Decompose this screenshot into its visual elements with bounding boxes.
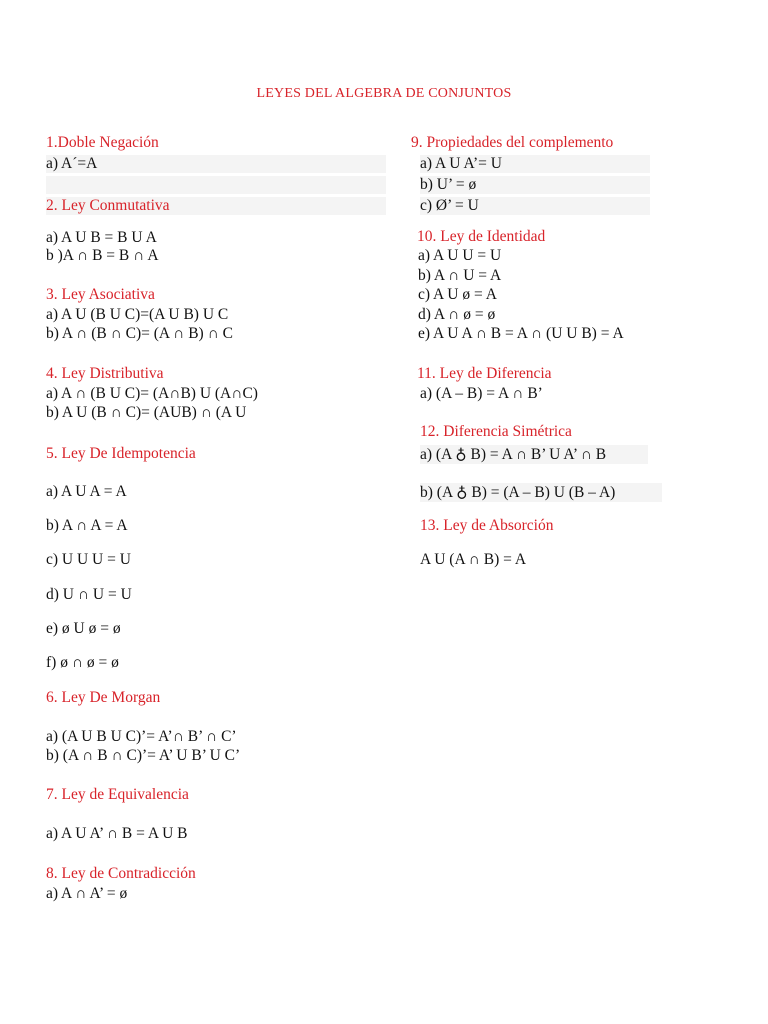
law-line: d) A ∩ ø = ø	[418, 306, 496, 323]
section-heading-distributiva: 4. Ley Distributiva	[46, 365, 164, 382]
law-line: f) ø ∩ ø = ø	[46, 654, 119, 671]
law-line: b) A ∩ A = A	[46, 517, 128, 534]
section-heading-diferencia: 11. Ley de Diferencia	[417, 365, 552, 382]
law-line: a) A U A’ ∩ B = A U B	[46, 825, 188, 842]
law-line: e) A U A ∩ B = A ∩ (U U B) = A	[418, 325, 624, 342]
law-line: b) A ∩ U = A	[418, 267, 502, 284]
law-line: b) A U (B ∩ C)= (AUB) ∩ (A U	[46, 404, 247, 421]
law-line: c) A U ø = A	[418, 286, 497, 303]
law-line: b) U’ = ø	[420, 176, 650, 194]
section-heading-absorcion: 13. Ley de Absorción	[420, 517, 554, 534]
section-heading-idempotencia: 5. Ley De Idempotencia	[46, 445, 196, 462]
law-line: a) (A – B) = A ∩ B’	[420, 385, 543, 402]
law-line: a) A ∩ A’ = ø	[46, 885, 128, 902]
section-heading-asociativa: 3. Ley Asociativa	[46, 286, 155, 303]
law-line: a) A U A = A	[46, 483, 127, 500]
section-heading-diferencia-simetrica: 12. Diferencia Simétrica	[420, 423, 572, 440]
law-line: c) Ø’ = U	[420, 197, 650, 215]
law-line: d) U ∩ U = U	[46, 586, 132, 603]
page-title: LEYES DEL ALGEBRA DE CONJUNTOS	[256, 86, 512, 101]
law-line: b )A ∩ B = B ∩ A	[46, 247, 159, 264]
shaded-row	[46, 176, 386, 194]
law-line: a) A U A’= U	[420, 155, 650, 173]
law-line: a) A U B = B U A	[46, 229, 157, 246]
section-heading-contradiccion: 8. Ley de Contradicción	[46, 865, 196, 882]
law-line: A U (A ∩ B) = A	[420, 551, 527, 568]
law-line: a) (A U B U C)’= A’∩ B’ ∩ C’	[46, 728, 237, 745]
law-line: a) A ∩ (B U C)= (A∩B) U (A∩C)	[46, 385, 258, 402]
law-line: b) (A ∩ B ∩ C)’= A’ U B’ U C’	[46, 747, 241, 764]
section-heading-complemento: 9. Propiedades del complemento	[411, 134, 614, 151]
law-line: a) A U U = U	[418, 247, 502, 264]
section-heading-doble-negacion: 1.Doble Negación	[46, 134, 159, 151]
law-line: e) ø U ø = ø	[46, 620, 121, 637]
section-heading-de-morgan: 6. Ley De Morgan	[46, 689, 161, 706]
law-line: a) A´=A	[46, 155, 386, 173]
law-line: b) (A ♁ B) = (A – B) U (B – A)	[420, 483, 662, 502]
law-line: b) A ∩ (B ∩ C)= (A ∩ B) ∩ C	[46, 325, 233, 342]
law-line: c) U U U = U	[46, 551, 131, 568]
law-line: a) A U (B U C)=(A U B) U C	[46, 306, 229, 323]
section-heading-equivalencia: 7. Ley de Equivalencia	[46, 786, 189, 803]
section-heading-identidad: 10. Ley de Identidad	[417, 228, 546, 245]
section-heading-conmutativa: 2. Ley Conmutativa	[46, 197, 386, 215]
law-line: a) (A ♁ B) = A ∩ B’ U A’ ∩ B	[420, 445, 648, 464]
